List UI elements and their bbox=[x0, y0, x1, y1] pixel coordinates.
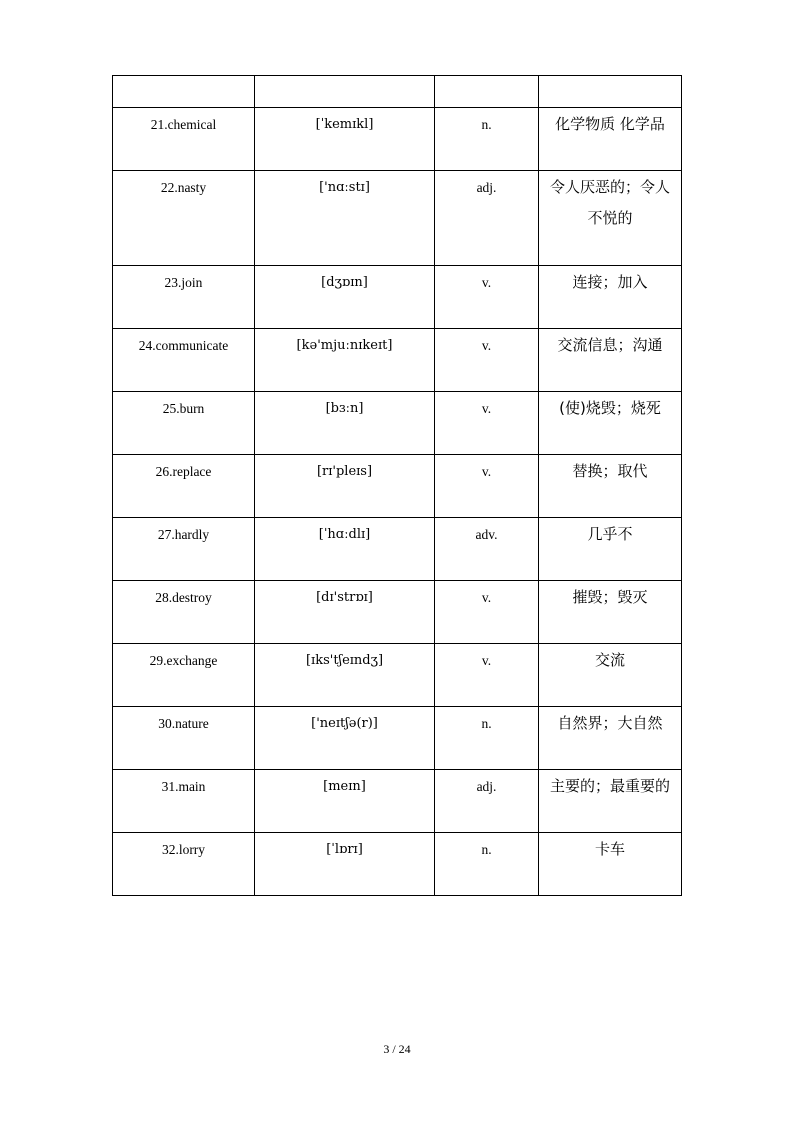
word-text: 21.chemical bbox=[150, 117, 217, 132]
header-cell-pos bbox=[435, 76, 539, 108]
word-cell bbox=[113, 833, 255, 896]
pos-text: n. bbox=[481, 716, 492, 731]
phonetic-cell bbox=[255, 707, 435, 770]
pos-text: v. bbox=[481, 590, 492, 605]
meaning-text: (使)烧毁；烧死 bbox=[559, 399, 661, 417]
meaning-text: 替换；取代 bbox=[572, 462, 648, 480]
meaning-cell bbox=[539, 455, 682, 518]
meaning-text: 主要的；最重要的 bbox=[549, 777, 670, 795]
meaning-cell bbox=[539, 392, 682, 455]
phonetic-text: [kə'mjuːnɪkeɪt] bbox=[296, 338, 393, 353]
pos-cell bbox=[435, 329, 539, 392]
table-row bbox=[113, 518, 682, 581]
pos-cell bbox=[435, 266, 539, 329]
meaning-text: 自然界；大自然 bbox=[557, 714, 663, 732]
pos-cell bbox=[435, 455, 539, 518]
word-cell bbox=[113, 644, 255, 707]
table-row bbox=[113, 266, 682, 329]
table-row bbox=[113, 392, 682, 455]
meaning-cell bbox=[539, 833, 682, 896]
word-text: 29.exchange bbox=[149, 653, 218, 668]
word-text: 32.lorry bbox=[161, 842, 206, 857]
pos-text: adj. bbox=[476, 779, 497, 794]
meaning-cell bbox=[539, 770, 682, 833]
phonetic-text: [rɪ'pleɪs] bbox=[316, 464, 373, 479]
phonetic-cell bbox=[255, 518, 435, 581]
page-number: 3 / 24 bbox=[383, 1042, 411, 1056]
phonetic-cell bbox=[255, 266, 435, 329]
pos-text: v. bbox=[481, 401, 492, 416]
word-cell bbox=[113, 707, 255, 770]
meaning-cell bbox=[539, 644, 682, 707]
table-row bbox=[113, 833, 682, 896]
pos-cell bbox=[435, 518, 539, 581]
phonetic-text: [bɜːn] bbox=[325, 401, 364, 416]
phonetic-cell bbox=[255, 329, 435, 392]
meaning-cell bbox=[539, 329, 682, 392]
meaning-text: 交流信息；沟通 bbox=[557, 336, 663, 354]
meaning-text: 摧毁；毁灭 bbox=[572, 588, 648, 606]
meaning-text: 连接；加入 bbox=[572, 273, 648, 291]
header-cell-meaning bbox=[539, 76, 682, 108]
word-text: 22.nasty bbox=[160, 180, 207, 195]
phonetic-cell bbox=[255, 171, 435, 266]
phonetic-text: [ˈlɒrɪ] bbox=[326, 842, 363, 857]
word-text: 26.replace bbox=[155, 464, 212, 479]
table-row bbox=[113, 581, 682, 644]
pos-cell bbox=[435, 581, 539, 644]
word-cell bbox=[113, 266, 255, 329]
meaning-cell bbox=[539, 171, 682, 266]
meaning-text: 交流 bbox=[594, 651, 625, 669]
table-row bbox=[113, 171, 682, 266]
pos-text: n. bbox=[481, 842, 492, 857]
table-row bbox=[113, 108, 682, 171]
phonetic-cell bbox=[255, 581, 435, 644]
word-text: 27.hardly bbox=[157, 527, 210, 542]
phonetic-cell bbox=[255, 770, 435, 833]
pos-cell bbox=[435, 770, 539, 833]
word-cell bbox=[113, 392, 255, 455]
word-text: 31.main bbox=[161, 779, 206, 794]
word-cell bbox=[113, 455, 255, 518]
header-cell-phonetic bbox=[255, 76, 435, 108]
table-row bbox=[113, 707, 682, 770]
pos-text: n. bbox=[481, 117, 492, 132]
word-cell bbox=[113, 770, 255, 833]
phonetic-cell bbox=[255, 455, 435, 518]
meaning-cell bbox=[539, 266, 682, 329]
phonetic-text: [meɪn] bbox=[323, 779, 366, 794]
phonetic-text: [ˈkemɪkl] bbox=[315, 117, 374, 132]
meaning-cell bbox=[539, 518, 682, 581]
word-cell bbox=[113, 329, 255, 392]
phonetic-cell bbox=[255, 108, 435, 171]
word-cell bbox=[113, 108, 255, 171]
pos-cell bbox=[435, 644, 539, 707]
pos-text: v. bbox=[481, 338, 492, 353]
meaning-text: 几乎不 bbox=[587, 525, 633, 543]
phonetic-text: ['neɪtʃə(r)] bbox=[311, 716, 378, 731]
pos-text: v. bbox=[481, 275, 492, 290]
word-text: 25.burn bbox=[162, 401, 205, 416]
phonetic-cell bbox=[255, 833, 435, 896]
phonetic-cell bbox=[255, 392, 435, 455]
phonetic-text: [ˈhɑːdlɪ] bbox=[318, 527, 371, 542]
word-text: 23.join bbox=[164, 275, 203, 290]
table-header-row bbox=[113, 76, 682, 108]
word-cell bbox=[113, 171, 255, 266]
phonetic-cell bbox=[255, 644, 435, 707]
table-row bbox=[113, 329, 682, 392]
meaning-text: 化学物质 化学品 bbox=[555, 115, 665, 133]
vocabulary-table bbox=[112, 75, 682, 896]
phonetic-text: [ɪks'tʃeɪndʒ] bbox=[305, 653, 384, 668]
meaning-cell bbox=[539, 581, 682, 644]
pos-cell bbox=[435, 108, 539, 171]
table-row bbox=[113, 644, 682, 707]
word-text: 30.nature bbox=[158, 716, 209, 731]
meaning-text: 令人厌恶的；令人不悦的 bbox=[549, 178, 670, 227]
pos-text: v. bbox=[481, 464, 492, 479]
pos-cell bbox=[435, 171, 539, 266]
meaning-cell bbox=[539, 108, 682, 171]
pos-cell bbox=[435, 833, 539, 896]
pos-cell bbox=[435, 707, 539, 770]
table-row bbox=[113, 770, 682, 833]
pos-text: v. bbox=[481, 653, 492, 668]
pos-text: adj. bbox=[476, 180, 497, 195]
word-cell bbox=[113, 518, 255, 581]
phonetic-text: ['nɑːstɪ] bbox=[319, 180, 370, 195]
word-text: 24.communicate bbox=[138, 338, 229, 353]
phonetic-text: [dʒɒɪn] bbox=[321, 275, 368, 290]
table-row bbox=[113, 455, 682, 518]
phonetic-text: [dɪ'strɒɪ] bbox=[316, 590, 373, 605]
pos-cell bbox=[435, 392, 539, 455]
word-text: 28.destroy bbox=[155, 590, 212, 605]
word-cell bbox=[113, 581, 255, 644]
header-cell-word bbox=[113, 76, 255, 108]
meaning-text: 卡车 bbox=[594, 840, 625, 858]
meaning-cell bbox=[539, 707, 682, 770]
pos-text: adv. bbox=[475, 527, 498, 542]
